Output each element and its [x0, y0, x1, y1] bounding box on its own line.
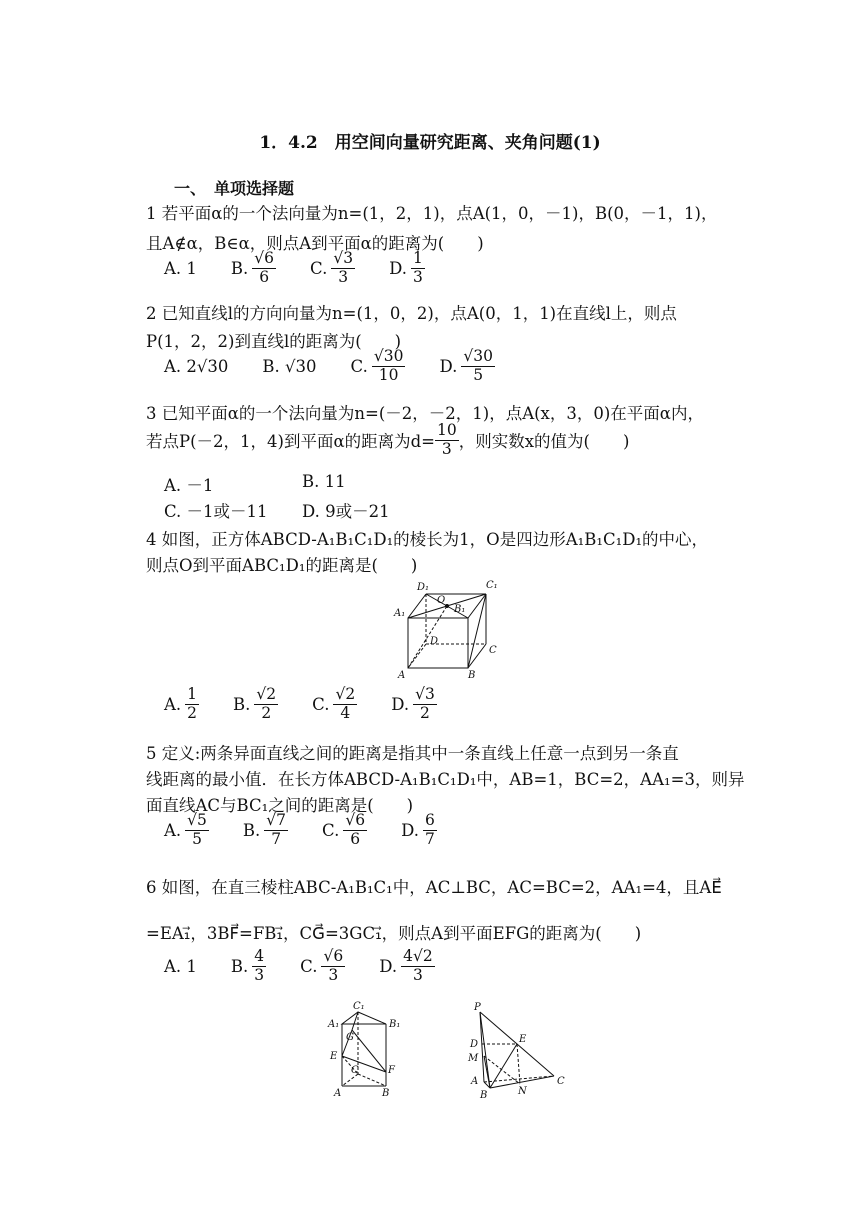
cube-figure	[390, 574, 510, 684]
label-d: D	[470, 1039, 479, 1050]
label-m: M	[468, 1053, 479, 1064]
pyramid-figure	[462, 1000, 572, 1100]
q6-option-c: C. $\frac{√6}{3}$	[300, 947, 344, 984]
label-n: N	[518, 1086, 527, 1097]
q4-line1: 4 如图，正方体ABCD-A₁B₁C₁D₁的棱长为1，O是四边形A₁B₁C₁D₁的中心，	[146, 530, 709, 549]
label-e: E	[519, 1034, 527, 1045]
label-b1: B₁	[389, 1019, 401, 1030]
label-c: C	[557, 1076, 565, 1087]
q4-option-a: A. $\frac{1}{2}$	[164, 685, 198, 722]
q4-option-c: C. $\frac{√2}{4}$	[312, 685, 356, 722]
label-d: D	[430, 636, 439, 647]
label-a: A	[334, 1088, 342, 1099]
prism-figure	[322, 1000, 408, 1100]
q5-options	[164, 812, 471, 849]
label-a1: A₁	[394, 608, 406, 619]
q2-line1: 2 已知直线l的方向向量为n=(1，0，2)，点A(0，1，1)在直线l上，则点	[146, 304, 677, 323]
q1-line2: 且A∉α，B∈α，则点A到平面α的距离为( )	[146, 234, 484, 253]
label-o: O	[437, 595, 446, 606]
section-heading: 一、 单项选择题	[174, 179, 295, 198]
q1-option-c: C. $\frac{√3}{3}$	[310, 249, 354, 286]
q5-option-a: A. $\frac{√5}{5}$	[164, 811, 207, 848]
label-c1: C₁	[353, 1001, 365, 1012]
label-p: P	[474, 1002, 481, 1013]
q5-option-c: C. $\frac{√6}{6}$	[322, 811, 366, 848]
q3-option-d: D. 9或－21	[302, 502, 390, 521]
q1-option-d: D. $\frac{1}{3}$	[389, 249, 423, 286]
q6-line1: 6 如图，在直三棱柱ABC-A₁B₁C₁中，AC⊥BC，AC=BC=2，AA₁=4，且AE⃗	[146, 878, 722, 897]
q1-line1: 1 若平面α的一个法向量为n=(1，2，1)，点A(1，0，－1)，B(0，－1，1)，	[146, 204, 718, 223]
q2-option-b: B. √30	[262, 356, 317, 376]
q3-option-b: B. 11	[302, 472, 346, 491]
q2-options	[164, 348, 529, 385]
q6-option-a: A. 1	[164, 956, 197, 976]
q3-line2: 若点P(－2，1，4)到平面α的距离为d= $\frac{10}{3}$ ，则实数x的值为( )	[146, 421, 630, 458]
label-b1: B₁	[454, 604, 466, 615]
q2-option-a: A. 2√30	[164, 356, 229, 376]
q5-line3: 面直线AC与BC₁之间的距离是( )	[146, 796, 414, 815]
q4-options	[164, 686, 471, 723]
label-c1: C₁	[486, 580, 498, 591]
q2-option-d: D. $\frac{√30}{5}$	[439, 347, 493, 384]
q4-option-d: D. $\frac{√3}{2}$	[391, 685, 435, 722]
q6-options	[164, 948, 469, 985]
q1-option-a: A. 1	[164, 258, 197, 278]
label-b: B	[382, 1088, 390, 1099]
q1-options	[164, 250, 459, 287]
q3-line1: 3 已知平面α的一个法向量为n=(－2，－2，1)，点A(x，3，0)在平面α内，	[146, 404, 704, 423]
q5-option-d: D. $\frac{6}{7}$	[401, 811, 435, 848]
q4-option-b: B. $\frac{√2}{2}$	[233, 685, 277, 722]
q5-option-b: B. $\frac{√7}{7}$	[242, 811, 287, 848]
q2-option-c: C. $\frac{√30}{10}$	[350, 347, 404, 384]
q5-line2: 线距离的最小值．在长方体ABCD-A₁B₁C₁D₁中，AB=1，BC=2，AA₁=3，则异	[146, 770, 745, 789]
label-a: A	[471, 1076, 479, 1087]
q5-line1: 5 定义:两条异面直线之间的距离是指其中一条直线上任意一点到另一条直	[146, 744, 679, 763]
q3-option-a: A. －1	[164, 476, 214, 495]
page-title: 1．4.2 用空间向量研究距离、夹角问题(1)	[259, 133, 601, 153]
q3-option-c: C. －1或－11	[164, 502, 268, 521]
label-a1: A₁	[328, 1019, 340, 1030]
label-b: B	[468, 670, 476, 681]
q6-option-d: D. $\frac{4√2}{3}$	[379, 947, 433, 984]
q6-line2: =EA₁⃗，3BF⃗=FB₁⃗，CG⃗=3GC₁⃗，则点A到平面EFG的距离为( )	[146, 924, 642, 943]
q1-option-b: B. $\frac{√6}{6}$	[230, 249, 275, 286]
label-b: B	[480, 1090, 488, 1100]
label-d1: D₁	[417, 582, 430, 593]
q4-line2: 则点O到平面ABC₁D₁的距离是( )	[146, 556, 418, 575]
label-c: C	[351, 1065, 359, 1076]
label-f: F	[388, 1065, 395, 1076]
q2-line2: P(1，2，2)到直线l的距离为( )	[146, 332, 402, 351]
label-c: C	[489, 645, 497, 656]
label-a: A	[398, 670, 406, 681]
label-g: G	[346, 1032, 354, 1043]
q6-option-b: B. $\frac{4}{3}$	[230, 947, 265, 984]
label-e: E	[330, 1051, 338, 1062]
